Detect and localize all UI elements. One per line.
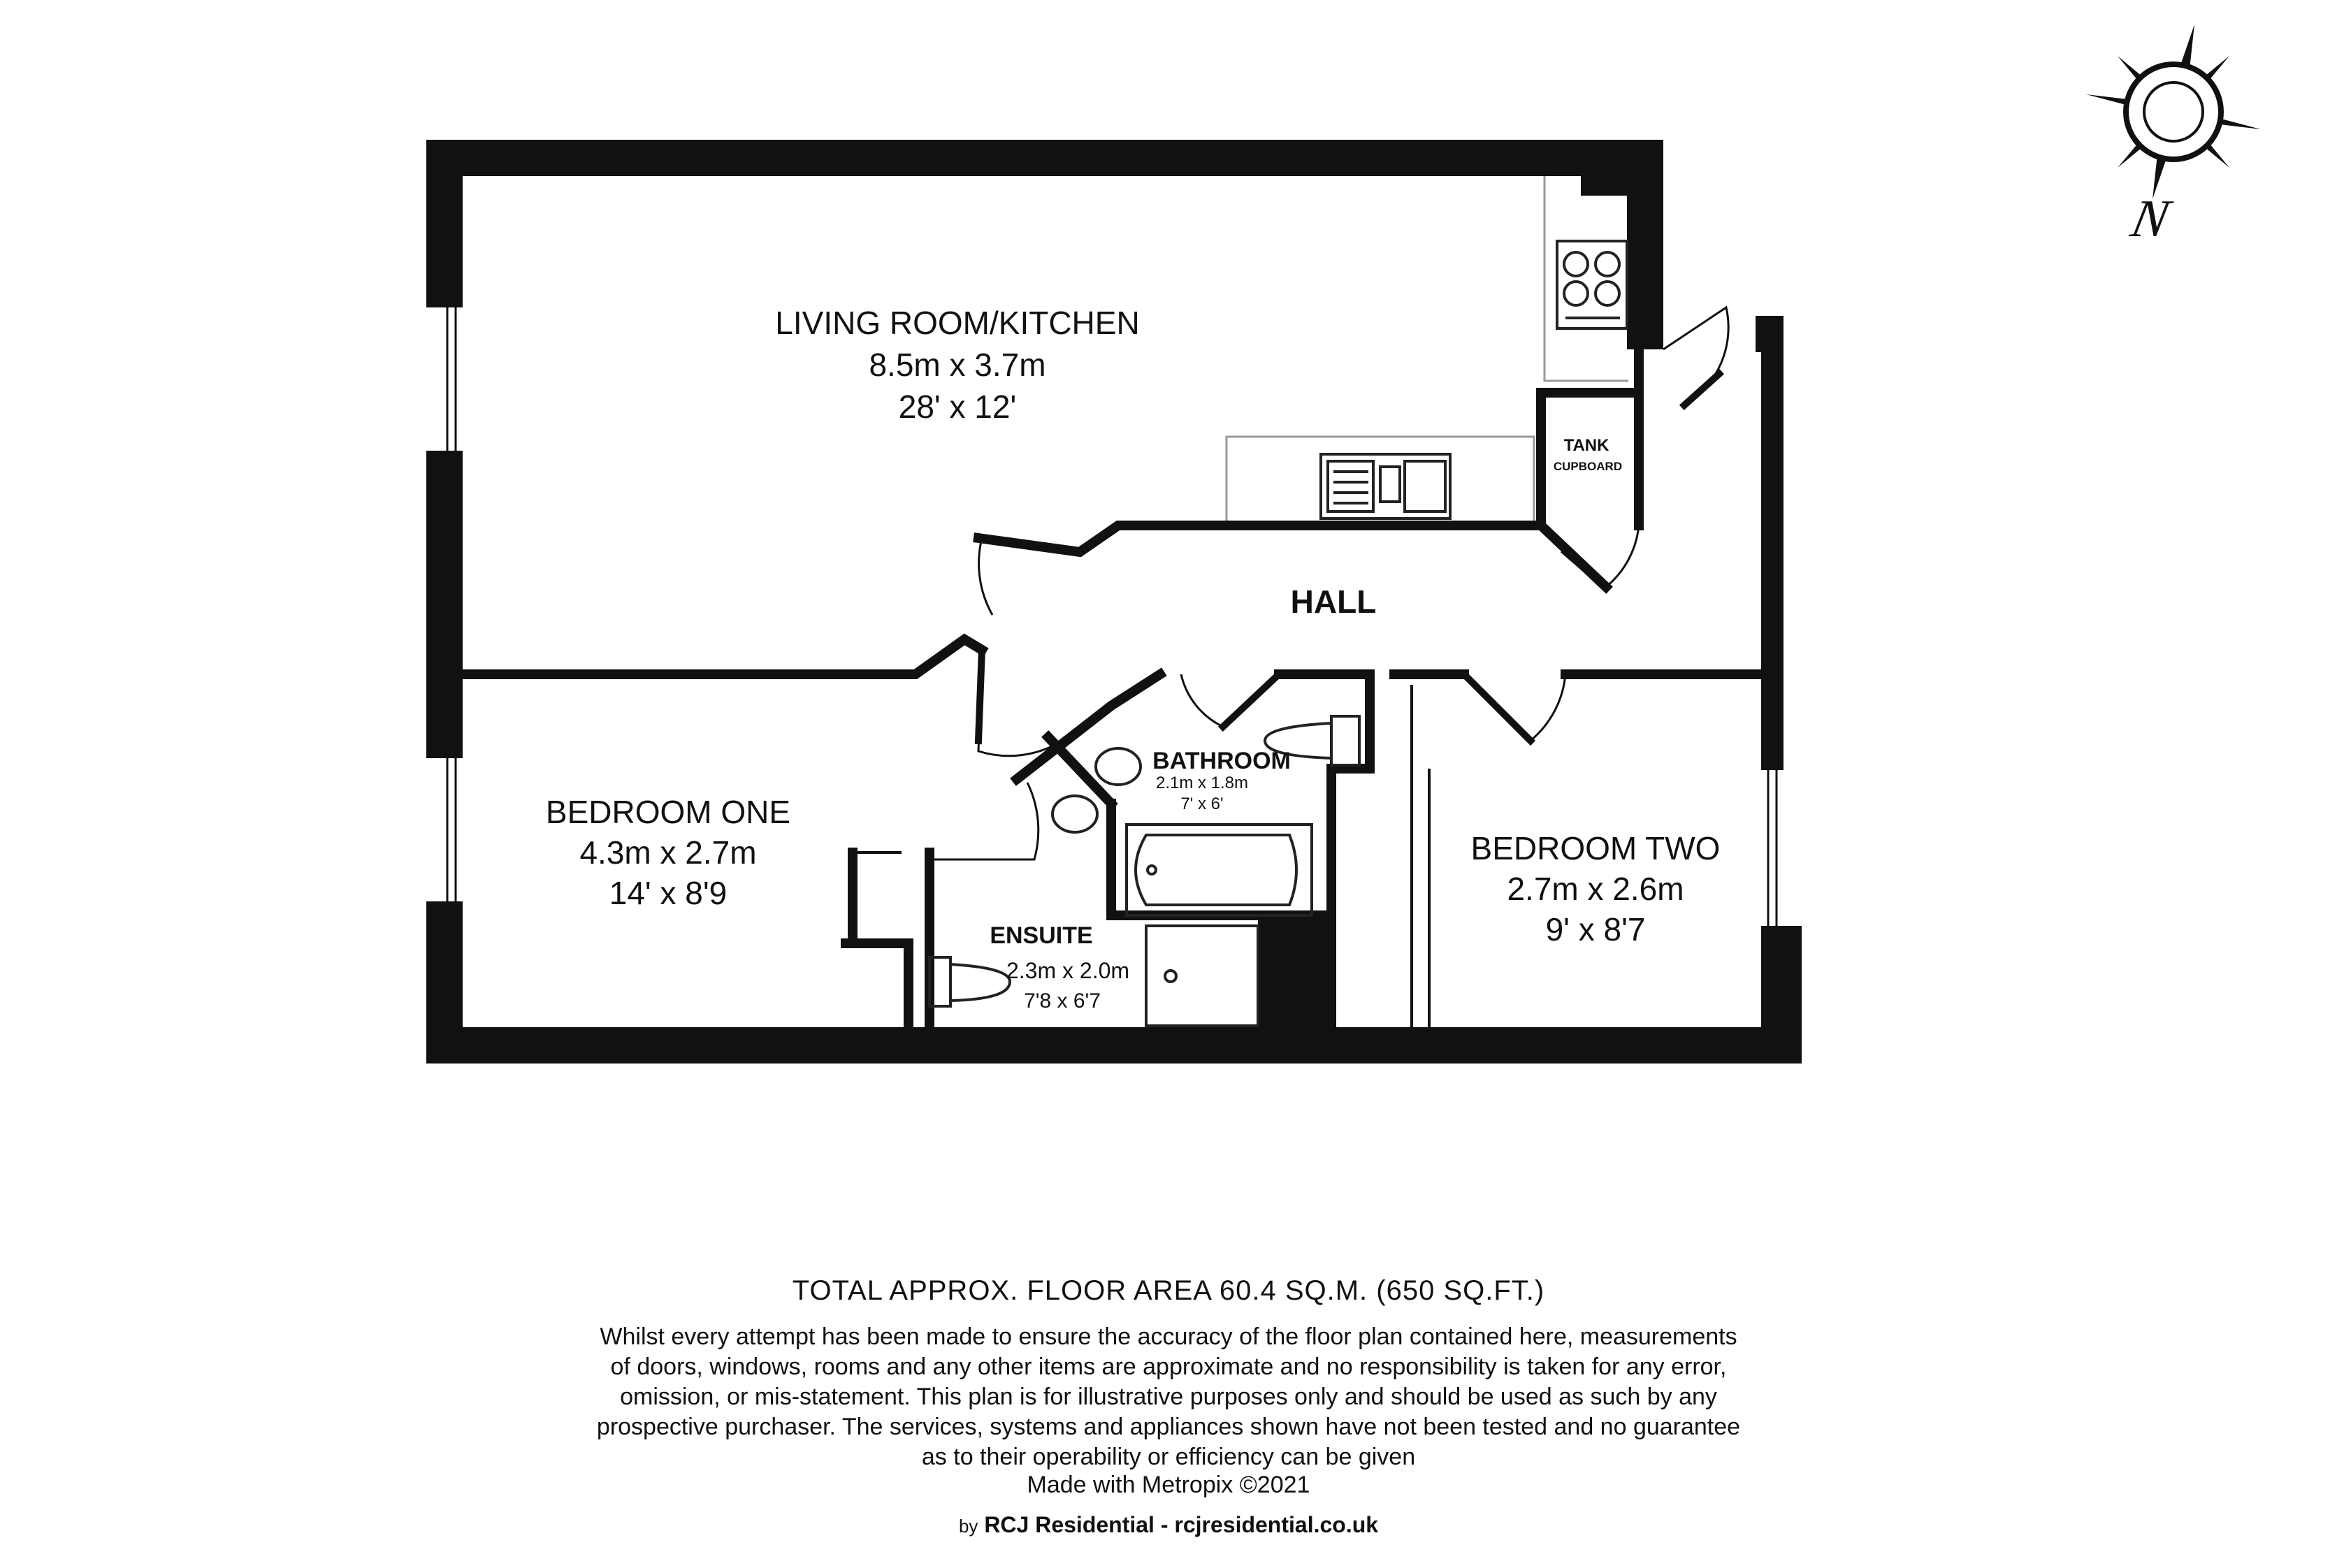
- bathroom-metric: 2.1m x 1.8m: [1155, 774, 1249, 792]
- bathroom-name: BATHROOM: [1152, 748, 1291, 774]
- door-leaf-bed1: [978, 650, 982, 741]
- shower-drain: [1165, 971, 1176, 982]
- door-leaf-bath: [1223, 674, 1279, 727]
- hall-name: HALL: [1290, 583, 1377, 620]
- tank-label-2: CUPBOARD: [1553, 460, 1623, 473]
- agent-credit: [0, 1512, 2337, 1538]
- bedroom-two-name: BEDROOM TWO: [1470, 830, 1721, 866]
- disclaimer-line: prospective purchaser. The services, systems and appliances shown have not been tested and no guarantee: [596, 1414, 1741, 1440]
- door-leaf-bed2: [1464, 674, 1531, 741]
- disclaimer-line: of doors, windows, rooms and any other items are approximate and no responsibility is taken for any error,: [610, 1353, 1727, 1380]
- wall-notch-step: [1581, 175, 1628, 196]
- compass-ring-inner: [2144, 82, 2203, 141]
- credit-by: by: [958, 1516, 978, 1537]
- wall-bath-diag: [1048, 737, 1111, 804]
- door-leaf-tank: [1565, 552, 1606, 587]
- wall-ensuite-block: [1258, 915, 1331, 1034]
- made-with-credit: Made with Metropix ©2021: [1027, 1472, 1310, 1498]
- ensuite-metric: 2.3m x 2.0m: [1006, 958, 1130, 983]
- bedroom-one-name: BEDROOM ONE: [545, 794, 791, 830]
- living-room-metric: 8.5m x 3.7m: [869, 347, 1046, 383]
- wall-left-1: [426, 140, 463, 307]
- total-floor-area: TOTAL APPROX. FLOOR AREA 60.4 SQ.M. (650 SQ.FT.): [792, 1275, 1545, 1306]
- door-tank: [1606, 525, 1639, 587]
- basin-bathroom: [1096, 748, 1141, 785]
- hob-ring-3: [1564, 282, 1588, 305]
- bathroom-imperial: 7' x 6': [1180, 794, 1224, 813]
- wall-right-top-cap: [1756, 316, 1784, 352]
- disclaimer-line: omission, or mis-statement. This plan is for illustrative purposes only and should be used as such by any: [620, 1384, 1717, 1410]
- tank-label-1: TANK: [1563, 436, 1609, 455]
- kitchen-sink: [1321, 454, 1450, 518]
- toilet-ensuite: [929, 957, 1010, 1006]
- wall-living-bed1: [463, 639, 982, 674]
- disclaimer-line: as to their operability or efficiency can be given: [921, 1444, 1416, 1470]
- bath: [1127, 825, 1312, 915]
- hob: [1557, 241, 1627, 328]
- sink-frame: [1321, 454, 1450, 518]
- hob-ring-2: [1596, 252, 1619, 276]
- door-living-hall: [979, 538, 992, 615]
- wall-bottom: [426, 1027, 1802, 1064]
- wall-right-2: [1761, 926, 1802, 1064]
- compass-north-label: N: [2126, 189, 2175, 248]
- bedroom-two-metric: 2.7m x 2.6m: [1507, 871, 1684, 907]
- wall-bath-left: [1017, 674, 1160, 779]
- wall-left-2: [426, 451, 463, 758]
- shower-tray: [1146, 926, 1258, 1026]
- compass-icon: [2086, 24, 2261, 248]
- credit-company: RCJ Residential: [984, 1512, 1155, 1537]
- bath-drain: [1148, 866, 1156, 874]
- hob-ring-1: [1564, 252, 1588, 276]
- door-bed2: [1464, 674, 1565, 741]
- disclaimer: [0, 1322, 2337, 1472]
- sink-bowl-small: [1380, 467, 1400, 502]
- sink-bowl-main: [1405, 461, 1445, 511]
- ensuite-name: ENSUITE: [990, 922, 1093, 949]
- credit-url[interactable]: rcjresidential.co.uk: [1174, 1512, 1379, 1537]
- bath-inner: [1136, 835, 1296, 905]
- door-leaves: [978, 374, 1719, 741]
- living-room-imperial: 28' x 12': [898, 389, 1017, 425]
- disclaimer-line: Whilst every attempt has been made to ensure the accuracy of the floor plan contained here, measurements: [600, 1323, 1737, 1350]
- partitions: [856, 685, 1429, 1027]
- living-room-name: LIVING ROOM/KITCHEN: [775, 305, 1140, 341]
- door-ensuite: [929, 783, 1039, 859]
- wall-right-1: [1761, 316, 1784, 770]
- wall-top-right-notch: [1627, 140, 1663, 349]
- bedroom-one-metric: 4.3m x 2.7m: [579, 834, 757, 871]
- door-leaf-entrance: [1684, 374, 1719, 405]
- wall-hall-top: [978, 525, 1541, 552]
- basin-ensuite: [1052, 796, 1097, 832]
- wall-top: [426, 140, 1663, 176]
- ensuite-imperial: 7'8 x 6'7: [1024, 989, 1101, 1012]
- bedroom-one-imperial: 14' x 8'9: [609, 875, 728, 911]
- wall-ensuite-left: [846, 943, 909, 1027]
- credit-separator: -: [1160, 1512, 1168, 1537]
- bedroom-two-imperial: 9' x 8'7: [1545, 911, 1646, 948]
- hob-ring-4: [1596, 282, 1619, 305]
